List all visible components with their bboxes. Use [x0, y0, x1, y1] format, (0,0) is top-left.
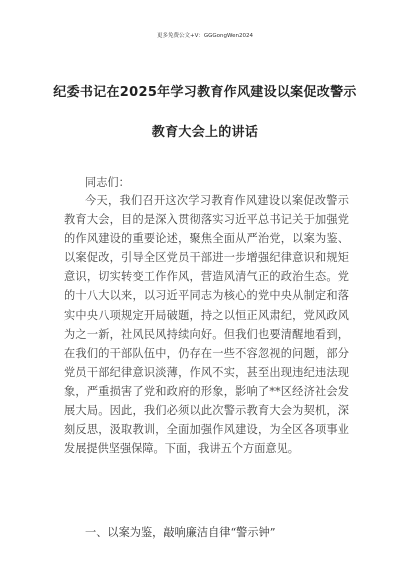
paragraph-line: 实中央八项规定开局破题，持之以恒正风肃纪，党风政风 [64, 308, 349, 322]
paragraph-line: 发展提供坚强保障。下面，我讲五个方面意见。 [64, 442, 299, 456]
paragraph-line: 象，严重损害了党和政府的形象，影响了**区经济社会发 [64, 384, 349, 398]
paragraph-line: 在我们的干部队伍中，仍存在一些不容忽视的问题，部分 [64, 346, 349, 360]
paragraph-line: 以案促改，引导全区党员干部进一步增强纪律意识和规矩 [64, 251, 349, 265]
body-paragraph [64, 192, 349, 459]
salutation: 同志们： [85, 176, 130, 189]
paragraph-line: 为之一新，社风民风持续向好。但我们也要清醒地看到， [64, 327, 349, 341]
paragraph-line: 党员干部纪律意识淡薄，作风不实，甚至出现违纪违法现 [64, 365, 349, 379]
paragraph-line: 展大局。因此，我们必须以此次警示教育大会为契机，深 [64, 404, 349, 418]
paragraph-line: 意识，切实转变工作作风，营造风清气正的政治生态。党 [64, 270, 349, 284]
header-note: 更多免费公文+V：GGGongWen2024 [157, 33, 253, 39]
document-title-line-2: 教育大会上的讲话 [151, 125, 259, 140]
paragraph-line: 刻反思，汲取教训，全面加强作风建设，为全区各项事业 [64, 423, 349, 437]
paragraph-line: 的作风建设的重要论述，聚焦全面从严治党，以案为鉴、 [64, 232, 349, 246]
section-heading: 一、以案为鉴，敲响廉洁自律“警示钟” [85, 526, 276, 539]
paragraph-line: 教育大会，目的是深入贯彻落实习近平总书记关于加强党 [64, 213, 349, 227]
document-title-line-1: 纪委书记在2025年学习教育作风建设以案促改警示 [53, 85, 357, 100]
paragraph-line: 的十八大以来，以习近平同志为核心的党中央从制定和落 [64, 289, 349, 303]
paragraph-line: 今天，我们召开这次学习教育作风建设以案促改警示 [85, 194, 349, 207]
